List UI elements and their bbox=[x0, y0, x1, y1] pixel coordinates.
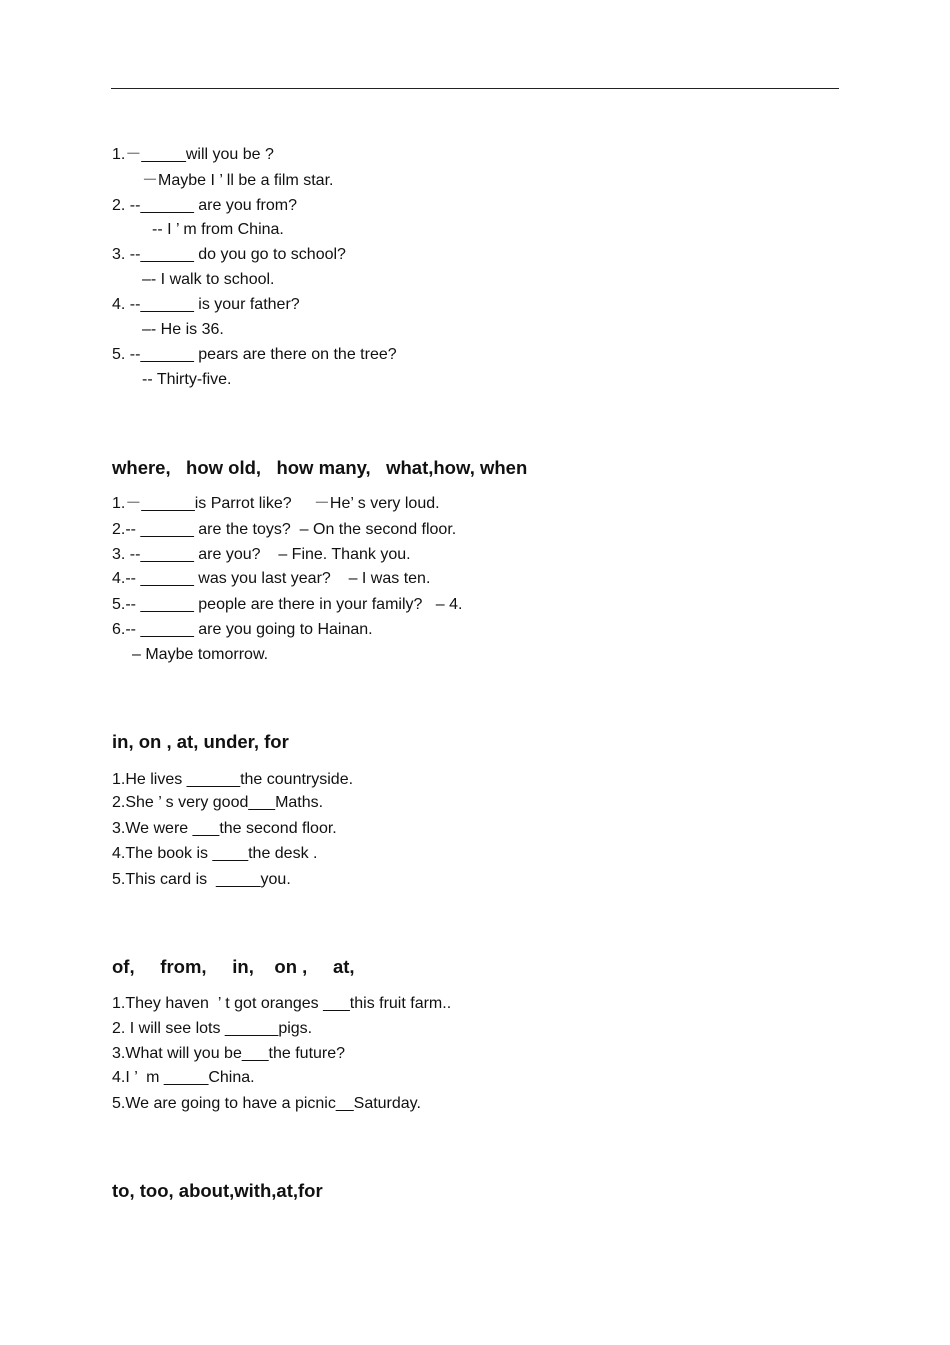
s1-a1: －Maybe I ’ ll be a film star. bbox=[142, 172, 334, 189]
s2-q6: 6.-- ______ are you going to Hainan. bbox=[112, 621, 373, 638]
s1-a3: –- I walk to school. bbox=[142, 271, 275, 288]
s3-q2: 2.She ’ s very good___Maths. bbox=[112, 794, 324, 811]
s4-q4: 4.I ’ m _____China. bbox=[112, 1069, 255, 1086]
header-rule bbox=[111, 88, 839, 89]
s1-q5: 5. --______ pears are there on the tree? bbox=[112, 346, 397, 363]
s2-q3: 3. --______ are you? – Fine. Thank you. bbox=[112, 546, 411, 563]
s1-a5: -- Thirty-five. bbox=[142, 371, 232, 388]
s2-heading: where, how old, how many, what,how, when bbox=[112, 457, 528, 478]
s4-q5: 5.We are going to have a picnic__Saturday. bbox=[112, 1095, 421, 1112]
s3-q4: 4.The book is ____the desk . bbox=[112, 845, 318, 862]
s2-a6: – Maybe tomorrow. bbox=[132, 646, 269, 663]
s1-q1: 1.－_____will you be ? bbox=[112, 146, 274, 163]
s3-heading: in, on , at, under, for bbox=[112, 731, 289, 752]
s5-heading: to, too, about,with,at,for bbox=[112, 1180, 323, 1201]
s1-q2: 2. --______ are you from? bbox=[112, 197, 297, 214]
s2-q4: 4.-- ______ was you last year? – I was ten. bbox=[112, 570, 431, 587]
s1-a2: -- I ’ m from China. bbox=[152, 221, 284, 238]
s3-q1: 1.He lives ______the countryside. bbox=[112, 771, 354, 788]
s2-q5: 5.-- ______ people are there in your family? – 4. bbox=[112, 596, 463, 613]
s2-q2: 2.-- ______ are the toys? – On the second floor. bbox=[112, 521, 457, 538]
s3-q3: 3.We were ___the second floor. bbox=[112, 820, 337, 837]
s4-heading: of, from, in, on , at, bbox=[112, 956, 355, 977]
s1-a4: –- He is 36. bbox=[142, 321, 224, 338]
s4-q1: 1.They haven ’ t got oranges ___this fruit farm.. bbox=[112, 995, 452, 1012]
s2-q1: 1.－______is Parrot like? －He’ s very loud. bbox=[112, 495, 440, 512]
s1-q3: 3. --______ do you go to school? bbox=[112, 246, 346, 263]
s4-q2: 2. I will see lots ______pigs. bbox=[112, 1020, 313, 1037]
s4-q3: 3.What will you be___the future? bbox=[112, 1045, 346, 1062]
s3-q5: 5.This card is _____you. bbox=[112, 871, 291, 888]
s1-q4: 4. --______ is your father? bbox=[112, 296, 300, 313]
